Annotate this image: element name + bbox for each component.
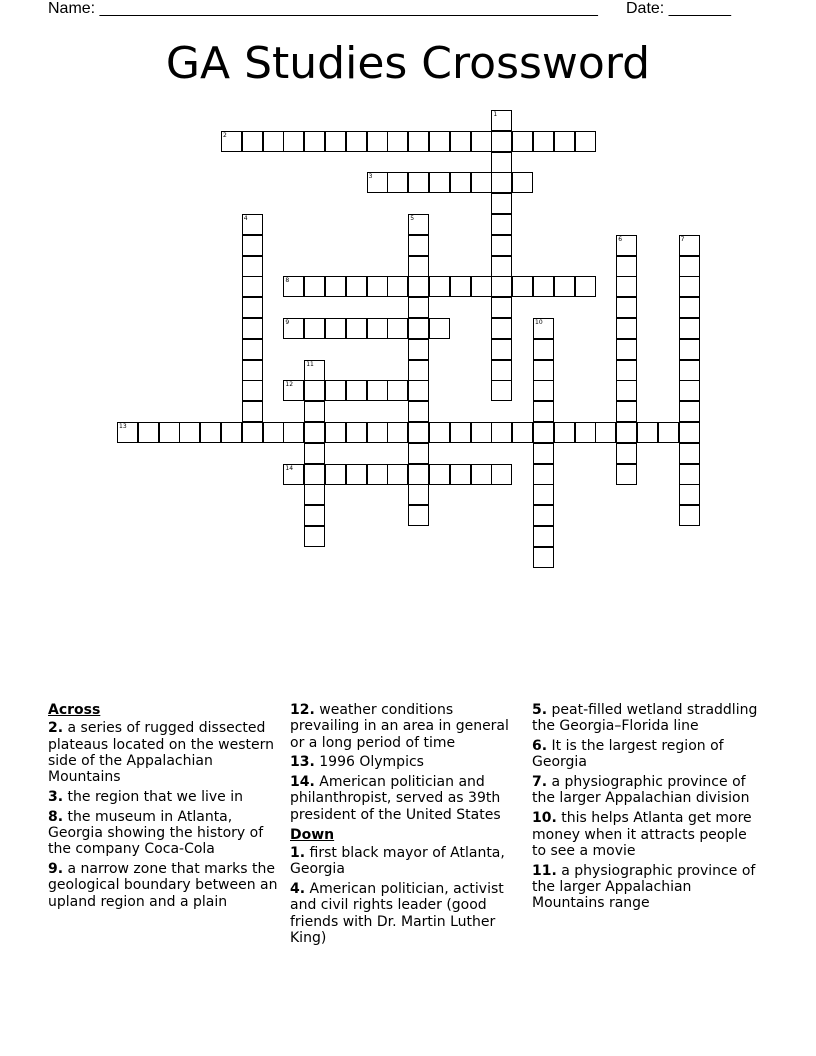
clue-across-2: 2. a series of rugged dissected plateaus located on the western side of the Appalachian Mountains: [48, 720, 274, 786]
grid-cell[interactable]: [304, 484, 325, 505]
grid-cell[interactable]: [304, 526, 325, 547]
grid-cell[interactable]: [242, 401, 263, 422]
grid-cell[interactable]: [304, 505, 325, 526]
grid-cell[interactable]: [387, 172, 408, 193]
grid-cell[interactable]: [367, 318, 388, 339]
grid-cell[interactable]: [325, 276, 346, 297]
grid-cell[interactable]: [679, 505, 700, 526]
grid-cell[interactable]: [491, 172, 512, 193]
cell-number: 1: [493, 111, 498, 118]
clue-column-1: [48, 702, 280, 914]
grid-cell[interactable]: [616, 276, 637, 297]
grid-cell[interactable]: [346, 276, 367, 297]
grid-cell[interactable]: [491, 214, 512, 235]
grid-cell[interactable]: [491, 152, 512, 173]
grid-cell[interactable]: [554, 131, 575, 152]
grid-cell[interactable]: [491, 339, 512, 360]
grid-cell[interactable]: [512, 276, 533, 297]
grid-cell[interactable]: [533, 380, 554, 401]
grid-cell[interactable]: [575, 276, 596, 297]
cell-number: 4: [243, 215, 248, 222]
grid-cell[interactable]: [367, 276, 388, 297]
grid-cell[interactable]: [491, 131, 512, 152]
grid-cell[interactable]: [679, 297, 700, 318]
grid-cell[interactable]: [471, 422, 492, 443]
clue-column-2: [290, 702, 526, 950]
grid-cell[interactable]: [283, 380, 304, 401]
grid-cell[interactable]: [325, 422, 346, 443]
cell-number: 12: [285, 381, 294, 389]
grid-cell[interactable]: [346, 464, 367, 485]
grid-cell[interactable]: [242, 131, 263, 152]
grid-cell[interactable]: [616, 380, 637, 401]
grid-cell[interactable]: [408, 235, 429, 256]
grid-cell[interactable]: [387, 422, 408, 443]
grid-cell[interactable]: [533, 131, 554, 152]
grid-cell[interactable]: [512, 131, 533, 152]
grid-cell[interactable]: [429, 131, 450, 152]
grid-cell[interactable]: [263, 131, 284, 152]
grid-cell[interactable]: [408, 339, 429, 360]
grid-cell[interactable]: [595, 422, 616, 443]
grid-cell[interactable]: [616, 318, 637, 339]
across-heading: Across: [48, 702, 101, 718]
grid-cell[interactable]: [387, 131, 408, 152]
cell-number: 14: [285, 464, 294, 472]
grid-cell[interactable]: [408, 276, 429, 297]
name-field-label[interactable]: Name: ________________________________________________________: [48, 0, 598, 17]
grid-cell[interactable]: [533, 401, 554, 422]
grid-cell[interactable]: [408, 484, 429, 505]
page-title: GA Studies Crossword: [165, 38, 651, 89]
grid-cell[interactable]: [304, 318, 325, 339]
grid-cell[interactable]: [616, 360, 637, 381]
grid-cell[interactable]: [325, 380, 346, 401]
date-field-label[interactable]: Date: _______: [626, 0, 731, 17]
grid-cell[interactable]: [304, 422, 325, 443]
clue-down-1: 1. first black mayor of Atlanta, Georgia: [290, 844, 505, 878]
cell-number: 8: [285, 277, 290, 285]
grid-cell[interactable]: [408, 256, 429, 277]
grid-cell[interactable]: [491, 276, 512, 297]
cell-number: 13: [119, 423, 127, 430]
grid-cell[interactable]: [512, 172, 533, 193]
grid-cell[interactable]: [491, 235, 512, 256]
grid-cell[interactable]: [429, 464, 450, 485]
grid-cell[interactable]: [533, 422, 554, 443]
grid-cell[interactable]: [637, 422, 658, 443]
grid-cell[interactable]: [325, 464, 346, 485]
grid-cell[interactable]: [242, 297, 263, 318]
grid-cell[interactable]: [408, 505, 429, 526]
clue-across-12: 12. weather conditions prevailing in an area in general or a long period of time: [290, 702, 509, 751]
grid-cell[interactable]: [408, 297, 429, 318]
grid-cell[interactable]: [658, 422, 679, 443]
grid-cell[interactable]: [367, 172, 388, 193]
grid-cell[interactable]: [283, 131, 304, 152]
grid-cell[interactable]: [616, 256, 637, 277]
grid-cell[interactable]: [117, 422, 138, 443]
grid-cell[interactable]: [304, 131, 325, 152]
grid-cell[interactable]: [679, 235, 700, 256]
grid-cell[interactable]: [325, 131, 346, 152]
grid-cell[interactable]: [242, 214, 263, 235]
grid-cell[interactable]: [429, 276, 450, 297]
clue-down-4: 4. American politician, activist and civil rights leader (good friends with Dr. Martin Luther King): [290, 880, 504, 946]
grid-cell[interactable]: [616, 339, 637, 360]
grid-cell[interactable]: [533, 547, 554, 568]
clue-down-5: 5. peat-filled wetland straddling the Georgia–Florida line: [532, 702, 758, 735]
grid-cell[interactable]: [491, 360, 512, 381]
grid-cell[interactable]: [679, 276, 700, 297]
grid-cell[interactable]: [679, 443, 700, 464]
grid-cell[interactable]: [346, 422, 367, 443]
grid-cell[interactable]: [367, 464, 388, 485]
grid-cell[interactable]: [491, 193, 512, 214]
grid-cell[interactable]: [408, 380, 429, 401]
grid-cell[interactable]: [491, 422, 512, 443]
grid-cell[interactable]: [242, 360, 263, 381]
grid-cell[interactable]: [408, 214, 429, 235]
cell-number: 11: [306, 360, 314, 368]
grid-cell[interactable]: [679, 464, 700, 485]
grid-cell[interactable]: [616, 443, 637, 464]
clue-across-14: 14. American politician and philanthropist, served as 39th president of the United States: [290, 774, 501, 823]
grid-cell[interactable]: [200, 422, 221, 443]
grid-cell[interactable]: [450, 131, 471, 152]
grid-cell[interactable]: [471, 464, 492, 485]
cell-number: 5: [410, 215, 415, 222]
grid-cell[interactable]: [325, 318, 346, 339]
grid-cell[interactable]: [429, 172, 450, 193]
grid-cell[interactable]: [283, 464, 304, 485]
cell-number: 6: [618, 235, 623, 243]
grid-cell[interactable]: [450, 464, 471, 485]
grid-cell[interactable]: [679, 360, 700, 381]
cell-number: 7: [680, 235, 685, 243]
grid-cell[interactable]: [138, 422, 159, 443]
grid-cell[interactable]: [304, 464, 325, 485]
clue-across-8: 8. the museum in Atlanta, Georgia showing the history of the company Coca-Cola: [48, 808, 264, 858]
grid-cell[interactable]: [387, 464, 408, 485]
clue-across-9: 9. a narrow zone that marks the geological boundary between an upland region and a plain: [48, 861, 278, 910]
grid-cell[interactable]: [554, 276, 575, 297]
clue-across-3: 3. the region that we live in: [48, 788, 243, 805]
grid-cell[interactable]: [533, 339, 554, 360]
grid-cell[interactable]: [616, 464, 637, 485]
grid-cell[interactable]: [491, 297, 512, 318]
grid-cell[interactable]: [408, 318, 429, 339]
grid-cell[interactable]: [679, 484, 700, 505]
down-heading: Down: [290, 826, 335, 843]
clue-down-6: 6. It is the largest region of Georgia: [532, 738, 724, 771]
grid-cell[interactable]: [450, 422, 471, 443]
cell-number: 10: [535, 319, 543, 326]
cell-number: 3: [368, 173, 373, 181]
grid-cell[interactable]: [679, 380, 700, 401]
grid-cell[interactable]: [616, 422, 637, 443]
grid-cell[interactable]: [491, 110, 512, 131]
grid-cell[interactable]: [242, 422, 263, 443]
grid-cell[interactable]: [408, 131, 429, 152]
grid-cell[interactable]: [387, 380, 408, 401]
grid-cell[interactable]: [242, 235, 263, 256]
grid-cell[interactable]: [367, 380, 388, 401]
grid-cell[interactable]: [616, 297, 637, 318]
clue-down-10: 10. this helps Atlanta get more money when it attracts people to see a movie: [532, 810, 752, 859]
grid-cell[interactable]: [283, 276, 304, 297]
grid-cell[interactable]: [346, 131, 367, 152]
grid-cell[interactable]: [533, 276, 554, 297]
grid-cell[interactable]: [450, 172, 471, 193]
grid-cell[interactable]: [387, 318, 408, 339]
grid-cell[interactable]: [491, 464, 512, 485]
cell-number: 9: [285, 319, 290, 326]
grid-cell[interactable]: [346, 318, 367, 339]
grid-cell[interactable]: [533, 443, 554, 464]
grid-cell[interactable]: [533, 505, 554, 526]
grid-cell[interactable]: [554, 422, 575, 443]
grid-cell[interactable]: [242, 256, 263, 277]
grid-cell[interactable]: [367, 422, 388, 443]
grid-cell[interactable]: [512, 422, 533, 443]
grid-cell[interactable]: [533, 526, 554, 547]
grid-cell[interactable]: [450, 276, 471, 297]
grid-cell[interactable]: [533, 318, 554, 339]
grid-cell[interactable]: [471, 172, 492, 193]
grid-cell[interactable]: [263, 422, 284, 443]
grid-cell[interactable]: [304, 360, 325, 381]
grid-cell[interactable]: [408, 422, 429, 443]
grid-cell[interactable]: [346, 380, 367, 401]
grid-cell[interactable]: [491, 318, 512, 339]
clue-column-3: [532, 702, 764, 915]
grid-cell[interactable]: [679, 339, 700, 360]
grid-cell[interactable]: [471, 131, 492, 152]
grid-cell[interactable]: [679, 422, 700, 443]
grid-cell[interactable]: [429, 422, 450, 443]
grid-cell[interactable]: [242, 318, 263, 339]
grid-cell[interactable]: [429, 318, 450, 339]
grid-cell[interactable]: [471, 276, 492, 297]
grid-cell[interactable]: [408, 464, 429, 485]
grid-cell[interactable]: [304, 276, 325, 297]
grid-cell[interactable]: [304, 401, 325, 422]
cell-number: 2: [223, 131, 227, 139]
grid-cell[interactable]: [159, 422, 180, 443]
grid-cell[interactable]: [533, 464, 554, 485]
grid-cell[interactable]: [367, 131, 388, 152]
grid-cell[interactable]: [679, 401, 700, 422]
grid-cell[interactable]: [221, 422, 242, 443]
grid-cell[interactable]: [575, 131, 596, 152]
grid-cell[interactable]: [304, 380, 325, 401]
grid-cell[interactable]: [575, 422, 596, 443]
clue-down-11: 11. a physiographic province of the larger Appalachian Mountains range: [532, 862, 756, 912]
grid-cell[interactable]: [491, 256, 512, 277]
clue-down-7: 7. a physiographic province of the larger Appalachian division: [532, 774, 750, 807]
grid-cell[interactable]: [533, 360, 554, 381]
grid-cell[interactable]: [304, 443, 325, 464]
clue-across-13: 13. 1996 Olympics: [290, 754, 424, 771]
grid-cell[interactable]: [221, 131, 242, 152]
grid-cell[interactable]: [408, 401, 429, 422]
grid-cell[interactable]: [242, 339, 263, 360]
grid-cell[interactable]: [242, 380, 263, 401]
grid-cell[interactable]: [179, 422, 200, 443]
grid-cell[interactable]: [533, 484, 554, 505]
grid-cell[interactable]: [408, 443, 429, 464]
grid-cell[interactable]: [408, 172, 429, 193]
grid-cell[interactable]: [283, 318, 304, 339]
grid-cell[interactable]: [679, 256, 700, 277]
grid-cell[interactable]: [408, 360, 429, 381]
grid-cell[interactable]: [387, 276, 408, 297]
grid-cell[interactable]: [491, 380, 512, 401]
grid-cell[interactable]: [242, 276, 263, 297]
grid-cell[interactable]: [616, 235, 637, 256]
grid-cell[interactable]: [679, 318, 700, 339]
grid-cell[interactable]: [616, 401, 637, 422]
grid-cell[interactable]: [283, 422, 304, 443]
